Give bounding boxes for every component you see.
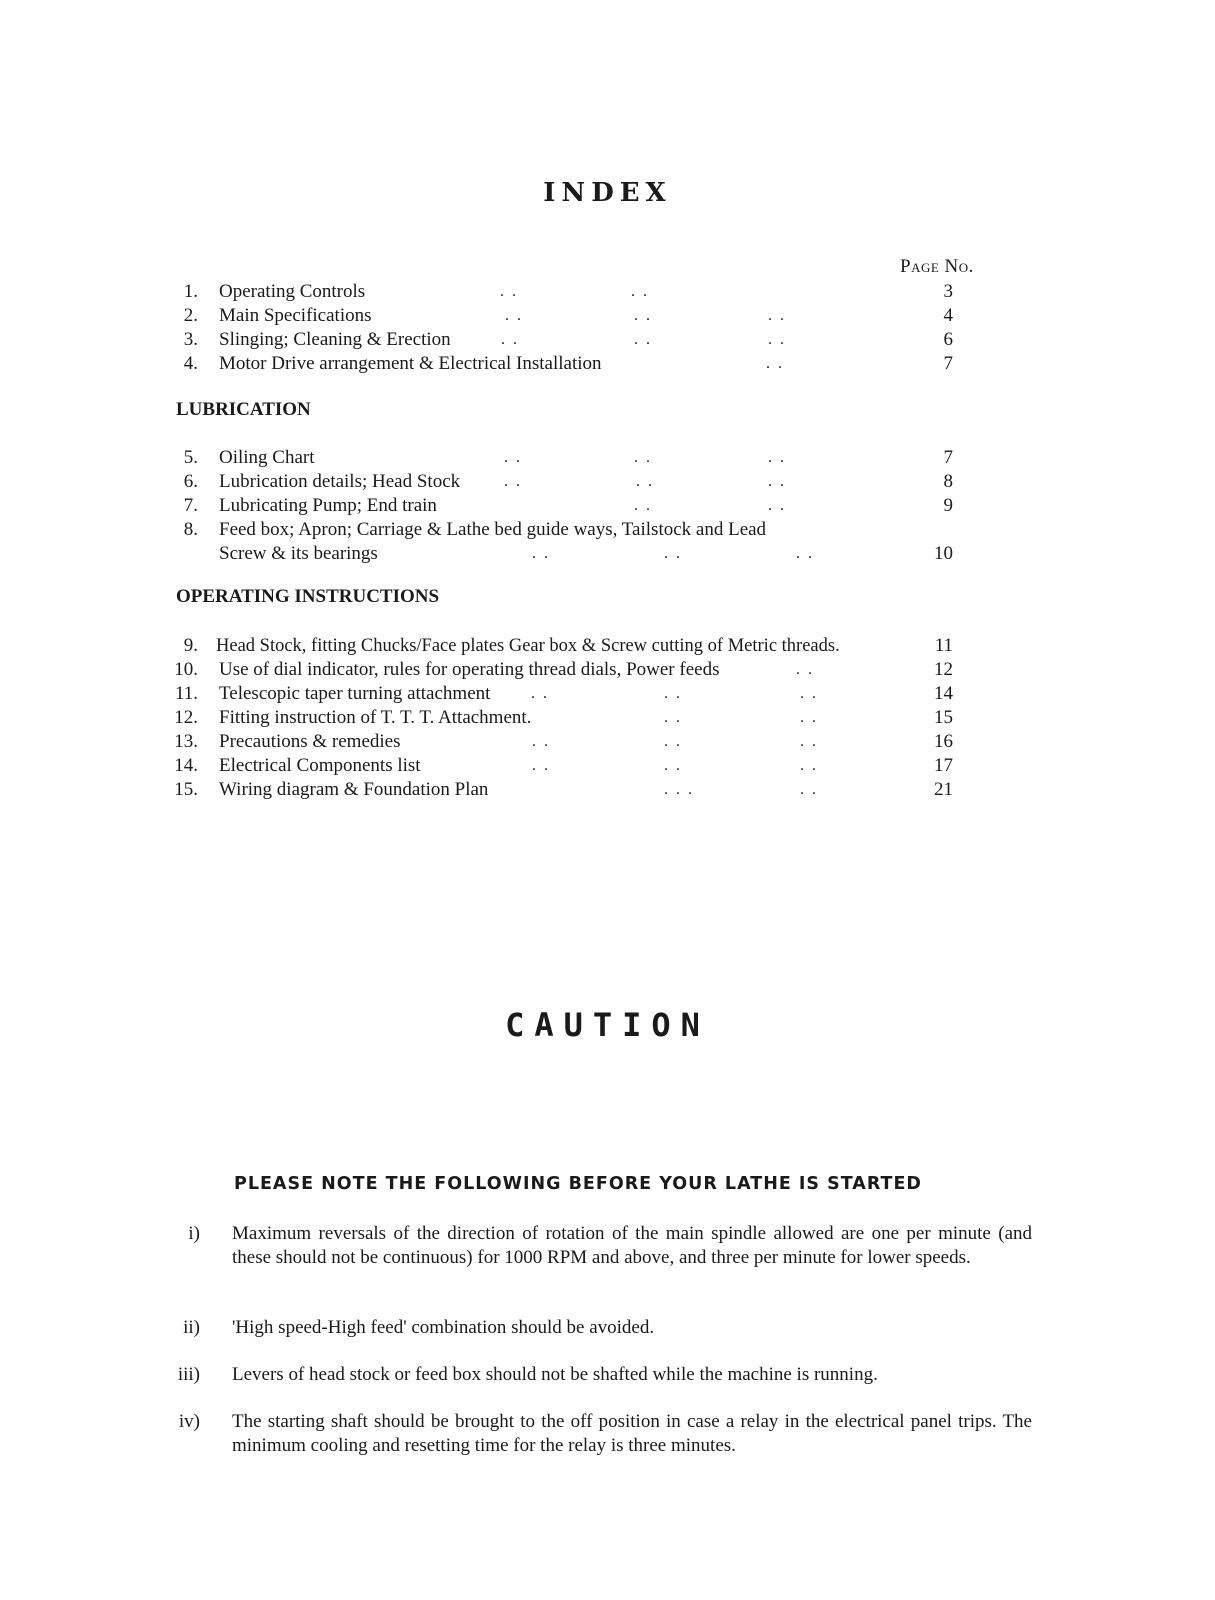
index-row: 15. Wiring diagram & Foundation Plan . . . . . 21	[0, 778, 1215, 802]
index-row: 3. Slinging; Cleaning & Erection . . . . . . 6	[0, 328, 1215, 352]
index-row: 5. Oiling Chart . . . . . . 7	[0, 446, 1215, 470]
index-number: 12.	[174, 707, 198, 728]
caution-item-text: The starting shaft should be brought to the off position in case a relay in the electrical panel trips. The minimum cooling and resetting time for the relay is three minutes.	[232, 1411, 1032, 1456]
index-page-number: 7	[943, 353, 953, 374]
caution-item-text: Maximum reversals of the direction of rotation of the main spindle allowed are one per minute (and these should not be continuous) for 1000 RPM and above, and three per minute for lower speeds.	[232, 1223, 1032, 1268]
index-number: 2.	[183, 305, 198, 326]
index-page-number: 3	[943, 281, 953, 302]
caution-item-marker: i)	[188, 1223, 200, 1244]
index-number: 15.	[174, 779, 198, 800]
index-entry-title: Operating Controls	[219, 281, 366, 302]
index-entry-title: Motor Drive arrangement & Electrical Installation	[219, 353, 602, 374]
index-page-number: 4	[943, 305, 953, 326]
index-title: INDEX	[543, 178, 672, 208]
index-page-number: 14	[934, 683, 953, 704]
index-number: 8.	[183, 519, 198, 540]
index-number: 6.	[183, 471, 198, 492]
index-entry-title: Fitting instruction of T. T. T. Attachment.	[219, 707, 532, 728]
index-entry-title: Use of dial indicator, rules for operating thread dials, Power feeds	[219, 659, 720, 680]
index-entry-title: Slinging; Cleaning & Erection	[219, 329, 451, 350]
index-entry-title: Head Stock, fitting Chucks/Face plates Gear box & Screw cutting of Metric threads.	[216, 636, 840, 656]
index-number: 1.	[183, 281, 198, 302]
index-number: 14.	[174, 755, 198, 776]
index-page-number: 12	[934, 659, 953, 680]
caution-item-marker: ii)	[183, 1317, 200, 1338]
index-number: 3.	[183, 329, 198, 350]
caution-item-text: Levers of head stock or feed box should not be shafted while the machine is running.	[232, 1364, 878, 1385]
index-row: 2. Main Specifications . . . . . . 4	[0, 304, 1215, 328]
index-row: 7. Lubricating Pump; End train . . . . 9	[0, 494, 1215, 518]
index-number: 9.	[183, 635, 198, 656]
index-page-number: 8	[943, 471, 953, 492]
index-page-number: 15	[934, 707, 953, 728]
section-heading-lubrication: LUBRICATION	[176, 399, 311, 420]
index-page-number: 10	[934, 543, 953, 564]
index-row: 10. Use of dial indicator, rules for operating thread dials, Power feeds . . 12	[0, 658, 1215, 682]
index-entry-title: Precautions & remedies	[219, 731, 401, 752]
index-page-number: 21	[934, 779, 953, 800]
index-entry-title: Main Specifications	[219, 305, 372, 326]
index-number: 11.	[174, 683, 198, 704]
index-number: 4.	[183, 353, 198, 374]
index-entry-title: Electrical Components list	[219, 755, 421, 776]
index-number: 13.	[174, 731, 198, 752]
index-page-number: 16	[934, 731, 953, 752]
caution-item-marker: iv)	[178, 1411, 200, 1432]
index-page-number: 11	[934, 635, 953, 656]
page-no-header: Page No.	[900, 256, 974, 277]
index-row: 1. Operating Controls . . . . 3	[0, 280, 1215, 304]
caution-item-marker: iii)	[177, 1364, 200, 1385]
index-entry-title: Oiling Chart	[219, 447, 315, 468]
caution-title: CAUTION	[505, 1006, 710, 1044]
index-row	[0, 634, 1215, 658]
section-heading-operating-instructions: OPERATING INSTRUCTIONS	[176, 586, 440, 607]
index-row: 4. Motor Drive arrangement & Electrical Installation . . 7	[0, 352, 1215, 376]
index-row: 14. Electrical Components list . . . . . . 17	[0, 754, 1215, 778]
index-number: 7.	[183, 495, 198, 516]
index-page-number: 17	[934, 755, 953, 776]
index-entry-title-continuation: Screw & its bearings	[219, 543, 378, 564]
index-page-number: 7	[943, 447, 953, 468]
index-row: 13. Precautions & remedies . . . . . . 16	[0, 730, 1215, 754]
index-entry-title: Lubrication details; Head Stock	[219, 471, 461, 492]
index-row: 11. Telescopic taper turning attachment . . . . . . 14	[0, 682, 1215, 706]
index-page-number: 6	[943, 329, 953, 350]
caution-heading: PLEASE NOTE THE FOLLOWING BEFORE YOUR LATHE IS STARTED	[234, 1174, 922, 1194]
index-row: 12. Fitting instruction of T. T. T. Attachment. . . . . 15	[0, 706, 1215, 730]
index-entry-title: Lubricating Pump; End train	[219, 495, 437, 516]
index-row: 6. Lubrication details; Head Stock . . . . . . 8	[0, 470, 1215, 494]
index-number: 5.	[183, 447, 198, 468]
index-page-number: 9	[943, 495, 953, 516]
index-row-continuation: Screw & its bearings . . . . . . 10	[219, 543, 953, 564]
caution-item-text: 'High speed-High feed' combination should be avoided.	[232, 1317, 655, 1338]
index-entry-title: Feed box; Apron; Carriage & Lathe bed guide ways, Tailstock and Lead	[219, 519, 767, 540]
index-entry-title: Telescopic taper turning attachment	[219, 683, 491, 704]
index-number: 10.	[174, 659, 198, 680]
index-row	[0, 518, 1215, 542]
index-entry-title: Wiring diagram & Foundation Plan	[219, 779, 489, 800]
